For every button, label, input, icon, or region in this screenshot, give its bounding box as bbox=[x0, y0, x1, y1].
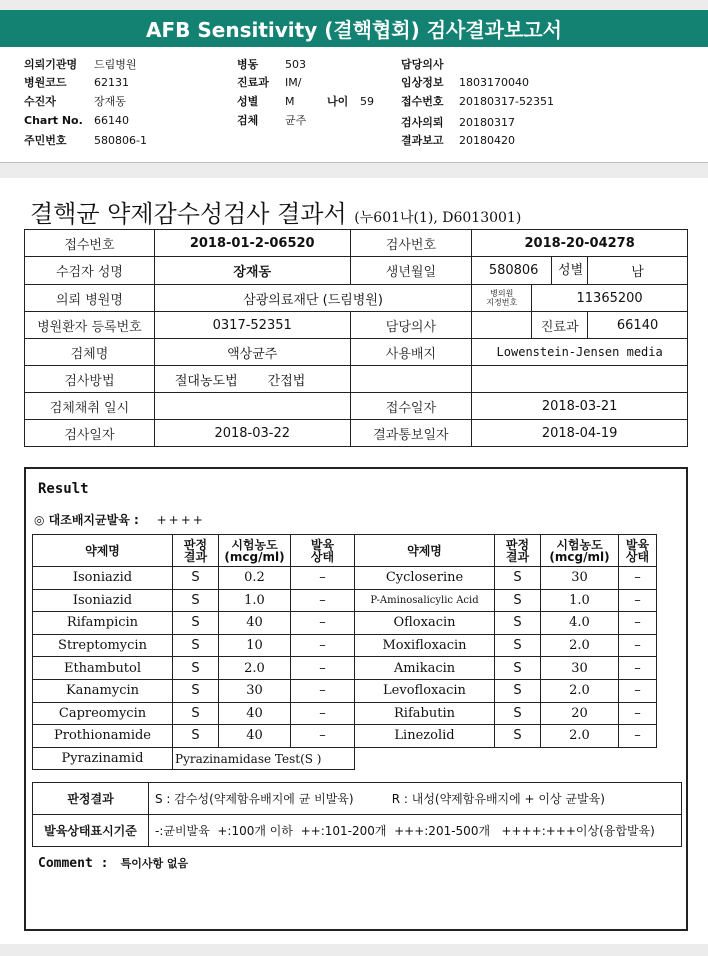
patient-name: 장재동 bbox=[154, 257, 350, 285]
table-row: 병원환자 등록번호 0317-52351 담당의사 진료과 66140 bbox=[25, 312, 688, 339]
table-cell: S bbox=[495, 612, 541, 635]
patient-detail-table bbox=[24, 229, 688, 447]
pyrazinamid-result: Pyrazinamidase Test(S ) bbox=[173, 747, 355, 770]
table-cell: – bbox=[619, 679, 657, 702]
drug-sensitivity-table bbox=[32, 534, 657, 770]
table-cell: Streptomycin bbox=[33, 634, 173, 657]
received-date: 2018-03-21 bbox=[472, 393, 688, 420]
column-header: 발육 상태 bbox=[291, 535, 355, 567]
table-cell: S bbox=[495, 679, 541, 702]
table-cell: Moxifloxacin bbox=[355, 634, 495, 657]
table-cell: S bbox=[495, 589, 541, 612]
table-row bbox=[33, 634, 657, 657]
table-cell: Isoniazid bbox=[33, 567, 173, 590]
column-header: 시험농도 (mcg/ml) bbox=[219, 535, 291, 567]
table-cell: 10 bbox=[219, 634, 291, 657]
sheet-title: 결핵균 약제감수성검사 결과서 (누601나(1), D6013001) bbox=[30, 200, 522, 228]
table-cell: S bbox=[173, 679, 219, 702]
table-cell: 1.0 bbox=[541, 589, 619, 612]
collection-date bbox=[154, 393, 350, 420]
column-header: 발육 상태 bbox=[619, 535, 657, 567]
table-cell: 40 bbox=[219, 725, 291, 748]
table-cell: – bbox=[291, 589, 355, 612]
table-cell: Cycloserine bbox=[355, 567, 495, 590]
comment: Comment : 특이사항 없음 bbox=[38, 856, 189, 871]
table-cell: – bbox=[619, 612, 657, 635]
table-cell: 40 bbox=[219, 702, 291, 725]
table-cell: Ethambutol bbox=[33, 657, 173, 680]
code-info: 병원코드 62131 bbox=[24, 76, 129, 89]
table-row: 검사일자 2018-03-22 결과통보일자 2018-04-19 bbox=[25, 420, 688, 447]
table-row: 판정결과 S : 감수성(약제함유배지에 균 비발육) R : 내성(약제함유배지에 + 이상 균발육) bbox=[33, 783, 682, 815]
report-title-bar bbox=[0, 10, 708, 47]
hospital-code-label: 병의원 지정번호 bbox=[472, 285, 532, 312]
specimen-info: 검체 균주 bbox=[237, 114, 307, 127]
table-cell: 1.0 bbox=[219, 589, 291, 612]
doctor-name bbox=[472, 312, 532, 339]
table-cell: – bbox=[291, 612, 355, 635]
result-sheet bbox=[0, 178, 708, 944]
table-cell: Rifampicin bbox=[33, 612, 173, 635]
table-cell: – bbox=[619, 567, 657, 590]
table-cell: – bbox=[291, 567, 355, 590]
receipt-info: 접수번호 20180317-52351 bbox=[401, 95, 554, 108]
table-cell: – bbox=[619, 657, 657, 680]
result-label: Result bbox=[38, 481, 89, 497]
table-row bbox=[33, 657, 657, 680]
hospital-info: 의뢰기관명 드림병원 bbox=[24, 58, 137, 71]
table-cell: 0.2 bbox=[219, 567, 291, 590]
report-title: AFB Sensitivity (결핵협회) 검사결과보고서 bbox=[146, 18, 562, 42]
table-row: 검사방법 절대농도법 간접법 bbox=[25, 366, 688, 393]
result-section bbox=[24, 467, 688, 931]
table-cell: Rifabutin bbox=[355, 702, 495, 725]
table-row: 검체명 액상균주 사용배지 Lowenstein-Jensen media bbox=[25, 339, 688, 366]
table-cell: Kanamycin bbox=[33, 679, 173, 702]
hospital-name: 삼광의료재단 (드림병원) bbox=[154, 285, 471, 312]
table-header-row bbox=[33, 535, 657, 567]
table-cell: – bbox=[619, 589, 657, 612]
table-cell: 2.0 bbox=[541, 725, 619, 748]
receipt-number: 2018-01-2-06520 bbox=[154, 230, 350, 257]
dept-info: 진료과 IM/ bbox=[237, 76, 302, 89]
pyrazinamid-name: Pyrazinamid bbox=[33, 747, 173, 770]
table-cell: S bbox=[495, 725, 541, 748]
table-cell: S bbox=[173, 634, 219, 657]
sheet-subtitle: (누601나(1), D6013001) bbox=[354, 210, 522, 226]
table-row: 검체채취 일시 접수일자 2018-03-21 bbox=[25, 393, 688, 420]
hospital-code: 11365200 bbox=[532, 285, 688, 312]
sex-info: 성별 M 나이 59 bbox=[237, 95, 374, 108]
judge-legend: S : 감수성(약제함유배지에 균 비발육) R : 내성(약제함유배지에 + 이상 균발육) bbox=[149, 783, 682, 815]
table-cell: S bbox=[173, 567, 219, 590]
notify-date: 2018-04-19 bbox=[472, 420, 688, 447]
table-cell: – bbox=[619, 725, 657, 748]
control-growth-value: ++++ bbox=[156, 513, 205, 527]
table-cell: Isoniazid bbox=[33, 589, 173, 612]
table-cell: Linezolid bbox=[355, 725, 495, 748]
table-row: 의뢰 병원명 삼광의료재단 (드림병원) 병의원 지정번호 11365200 bbox=[25, 285, 688, 312]
table-cell: 30 bbox=[541, 567, 619, 590]
table-cell: S bbox=[495, 634, 541, 657]
table-cell: Capreomycin bbox=[33, 702, 173, 725]
table-row bbox=[33, 679, 657, 702]
table-cell: 2.0 bbox=[541, 634, 619, 657]
table-cell: 4.0 bbox=[541, 612, 619, 635]
table-row bbox=[33, 612, 657, 635]
table-row bbox=[33, 589, 657, 612]
column-header: 약제명 bbox=[33, 535, 173, 567]
test-date: 2018-03-22 bbox=[154, 420, 350, 447]
table-cell: Ofloxacin bbox=[355, 612, 495, 635]
table-cell: – bbox=[291, 634, 355, 657]
rrn-info: 주민번호 580806-1 bbox=[24, 134, 147, 147]
table-cell: S bbox=[173, 702, 219, 725]
legend-table bbox=[32, 782, 682, 847]
growth-legend: -:균비발육 +:100개 이하 ++:101-200개 +++:201-500개 ++++:+++이상(융합발육) bbox=[149, 815, 682, 847]
column-header: 판정 결과 bbox=[173, 535, 219, 567]
doctor-info: 담당의사 bbox=[401, 58, 444, 71]
table-cell: S bbox=[495, 702, 541, 725]
table-cell: – bbox=[619, 702, 657, 725]
birth-date: 580806 성별 bbox=[472, 257, 588, 285]
table-cell: S bbox=[173, 725, 219, 748]
table-cell: 20 bbox=[541, 702, 619, 725]
test-number: 2018-20-04278 bbox=[472, 230, 688, 257]
column-header: 시험농도 (mcg/ml) bbox=[541, 535, 619, 567]
table-cell: 2.0 bbox=[541, 679, 619, 702]
table-cell: S bbox=[495, 657, 541, 680]
patient-info-panel bbox=[0, 47, 708, 163]
control-growth: ◎ 대조배지균발육 : ++++ bbox=[34, 513, 205, 527]
table-cell: Prothionamide bbox=[33, 725, 173, 748]
table-row bbox=[33, 702, 657, 725]
column-header: 판정 결과 bbox=[495, 535, 541, 567]
table-row bbox=[33, 725, 657, 748]
table-row bbox=[33, 747, 657, 770]
comment-value: 특이사항 없음 bbox=[120, 857, 189, 870]
registration-number: 0317-52351 bbox=[154, 312, 350, 339]
table-row: 수검자 성명 장재동 생년월일 580806 성별 남 bbox=[25, 257, 688, 285]
table-cell: S bbox=[173, 612, 219, 635]
table-cell: Amikacin bbox=[355, 657, 495, 680]
table-cell: S bbox=[173, 657, 219, 680]
drug-table-body bbox=[33, 567, 657, 748]
table-cell: – bbox=[291, 657, 355, 680]
medium-name: Lowenstein-Jensen media bbox=[472, 339, 688, 366]
table-cell: – bbox=[619, 634, 657, 657]
test-method: 절대농도법 간접법 bbox=[154, 366, 350, 393]
table-cell: 30 bbox=[219, 679, 291, 702]
ward-info: 병동 503 bbox=[237, 58, 306, 71]
column-header: 약제명 bbox=[355, 535, 495, 567]
department: 66140 bbox=[588, 312, 688, 339]
table-cell: – bbox=[291, 679, 355, 702]
table-cell: – bbox=[291, 725, 355, 748]
table-cell: S bbox=[495, 567, 541, 590]
table-cell: P-Aminosalicylic Acid bbox=[355, 589, 495, 612]
table-cell: Levofloxacin bbox=[355, 679, 495, 702]
patient-sex: 남 bbox=[588, 257, 688, 285]
table-row: 발육상태표시기준 -:균비발육 +:100개 이하 ++:101-200개 +++:201-500개 ++++:+++이상(융합발육) bbox=[33, 815, 682, 847]
request-info: 검사의뢰 20180317 bbox=[401, 116, 515, 129]
table-cell: 2.0 bbox=[219, 657, 291, 680]
specimen-name: 액상균주 bbox=[154, 339, 350, 366]
chart-info: Chart No. 66140 bbox=[24, 114, 129, 127]
table-cell: – bbox=[291, 702, 355, 725]
table-cell: 40 bbox=[219, 612, 291, 635]
table-row: 접수번호 2018-01-2-06520 검사번호 2018-20-04278 bbox=[25, 230, 688, 257]
table-cell: S bbox=[173, 589, 219, 612]
table-row bbox=[33, 567, 657, 590]
patient-info: 수진자 장재동 bbox=[24, 95, 126, 108]
report-info: 결과보고 20180420 bbox=[401, 134, 515, 147]
table-cell: 30 bbox=[541, 657, 619, 680]
clinical-info: 임상정보 1803170040 bbox=[401, 76, 529, 89]
